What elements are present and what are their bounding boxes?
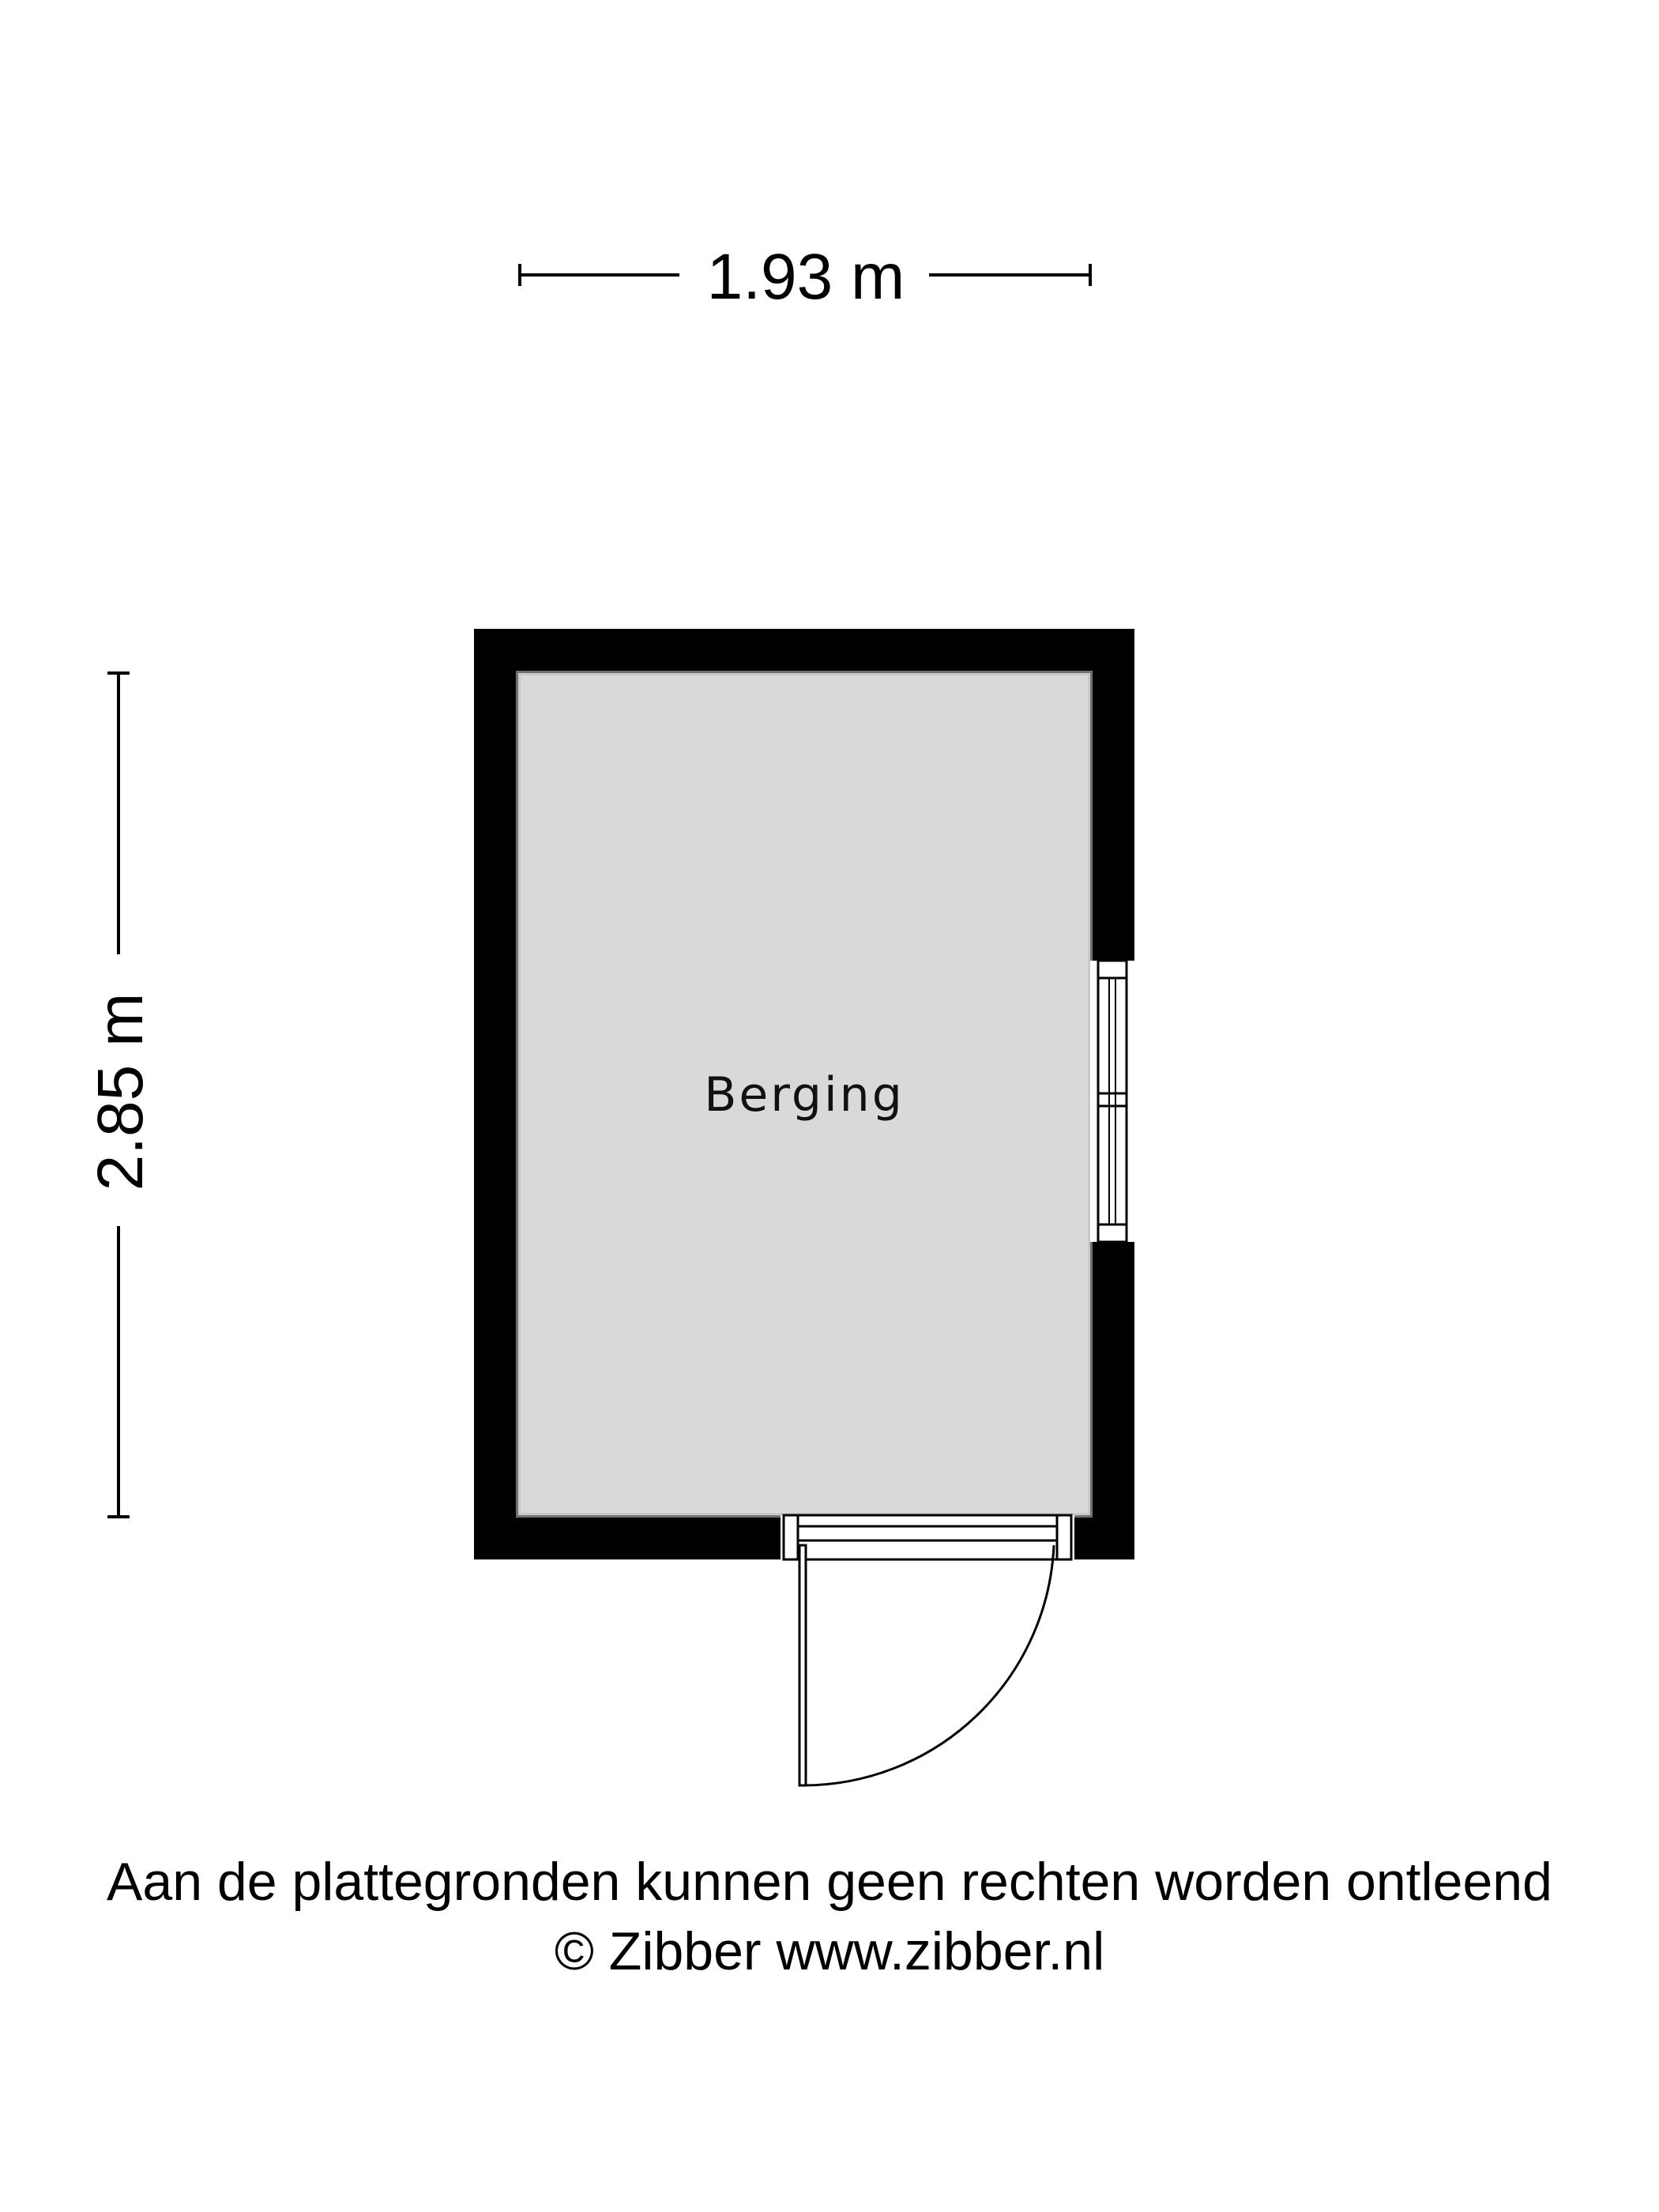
disclaimer-text: Aan de plattegronden kunnen geen rechten worden ontleend xyxy=(107,1852,1552,1912)
window-opening xyxy=(1090,961,1134,1242)
door-opening xyxy=(781,1515,1074,1559)
width-label: 1.93 m xyxy=(706,241,905,313)
room-name: Berging xyxy=(704,1067,905,1123)
door-leaf xyxy=(799,1545,806,1785)
width-dimension xyxy=(520,241,1090,313)
door xyxy=(781,1515,1074,1785)
copyright-text: © Zibber www.zibber.nl xyxy=(554,1921,1105,1981)
height-dimension xyxy=(85,673,156,1517)
window xyxy=(1090,961,1134,1242)
height-label: 2.85 m xyxy=(85,992,156,1191)
room-berging xyxy=(474,629,1134,1785)
door-swing-arc xyxy=(803,1545,1054,1785)
